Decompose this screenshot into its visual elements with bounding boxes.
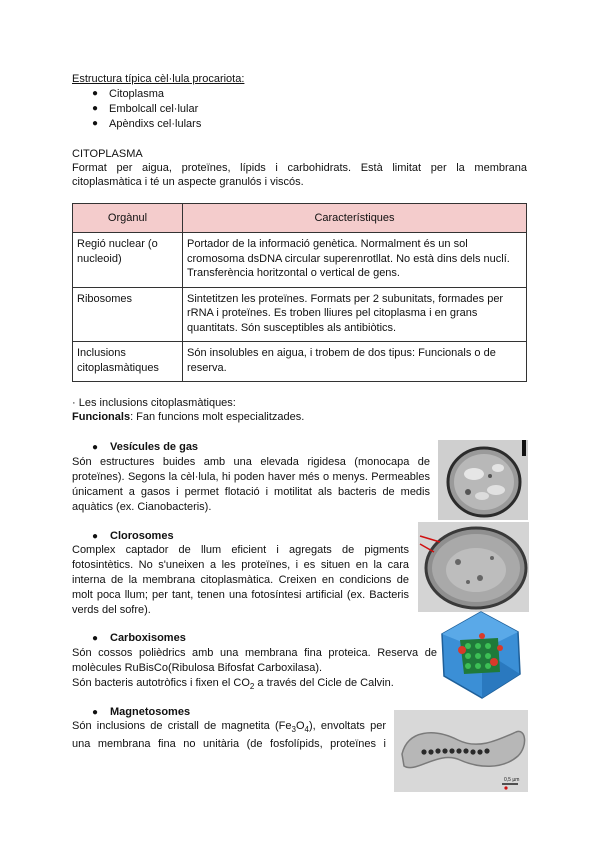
gas-vesicle-micrograph bbox=[438, 440, 528, 520]
magnetosome-micrograph bbox=[394, 710, 528, 792]
section-text: Són inclusions de cristall de magnetita $(Fe_3O_4)$, envoltats per una membrana fina no unitària (de fosfolípids, proteïnes i bbox=[72, 720, 386, 751]
organelle-desc: Són insolubles en aigua, i trobem de dos tipus: Funcionals o de reserva. bbox=[183, 342, 527, 382]
organelle-desc: Sintetitzen les proteïnes. Formats per 2 subunitats, formades per rRNA i proteïnes. Es troben lliures pel citoplasma i en grans quantitats. Són susceptibles als antibiòtics. bbox=[183, 287, 527, 342]
section-text: Són cossos polièdrics amb una membrana fina proteica. Reserva de molècules RuBisCo(Ribulosa Bifosfat Carboxilasa). Són bacteris autotròfics i fixen el $CO_2$ a través del Cicle de Calvin. bbox=[72, 647, 437, 692]
chlorosome-micrograph bbox=[418, 522, 529, 612]
carboxysome-diagram bbox=[438, 610, 524, 700]
table-header: Orgànul bbox=[73, 204, 183, 233]
section-heading: ● Clorosomes bbox=[92, 530, 174, 542]
bullet-dot: ● bbox=[92, 88, 99, 99]
intro-bullet: Apèndixs cel·lulars bbox=[109, 118, 202, 130]
table-row bbox=[73, 233, 527, 288]
structure-heading: Estructura típica cèl·lula procariota: bbox=[72, 73, 245, 85]
section-heading: ● Magnetosomes bbox=[92, 706, 191, 718]
organelle-name: Regió nuclear (o nucleoid) bbox=[73, 233, 183, 288]
organelle-name: Ribosomes bbox=[73, 287, 183, 342]
intro-bullet: Embolcall cel·lular bbox=[109, 103, 199, 115]
inclusions-intro: · Les inclusions citoplasmàtiques: bbox=[72, 397, 236, 409]
intro-bullet: Citoplasma bbox=[109, 88, 165, 100]
table-row bbox=[73, 287, 527, 342]
bullet-dot: ● bbox=[92, 118, 99, 129]
organelle-table bbox=[72, 203, 527, 382]
bullet-dot: ● bbox=[92, 103, 99, 114]
section-text: Complex captador de llum eficient i agregats de pigments fotosintètics. No s'uneixen a les proteïnes, i es situen en la cara interna de la membrana citoplasmàtica. Creixen en condicions de molt poca llum; per tant, tenen una fotosíntesi artificial (ex. Bacteris verds del sofre). bbox=[72, 544, 409, 616]
functional-line: Funcionals: Fan funcions molt especialitzades. bbox=[72, 411, 305, 423]
cytoplasm-text: citoplasmàtica i té un aspecte granulós i viscós. bbox=[72, 176, 304, 188]
cytoplasm-title: CITOPLASMA bbox=[72, 148, 143, 160]
section-heading: ● Carboxisomes bbox=[92, 632, 186, 644]
table-header: Característiques bbox=[183, 204, 527, 233]
organelle-name: Inclusions citoplasmàtiques bbox=[73, 342, 183, 382]
section-text: Són estructures buides amb una elevada rigidesa (monocapa de proteïnes). Segons la cèl·lula, hi poden haver més o menys. Permeables únicament a gasos i permet flotació i motilitat als bacteris de medis aquàtics (ex. Cianobacteris). bbox=[72, 456, 430, 513]
section-heading: ● Vesícules de gas bbox=[92, 441, 199, 453]
cytoplasm-text: Format per aigua, proteïnes, lípids i carbohidrats. Està limitat per la membrana bbox=[72, 162, 527, 174]
organelle-desc: Portador de la informació genètica. Normalment és un sol cromosoma dsDNA circular superenrotllat. No està dins dels nuclí. Transferència horitzontal o vertical de gens. bbox=[183, 233, 527, 288]
table-row bbox=[73, 342, 527, 382]
scale-bar-label: 0,5 µm bbox=[504, 777, 520, 783]
